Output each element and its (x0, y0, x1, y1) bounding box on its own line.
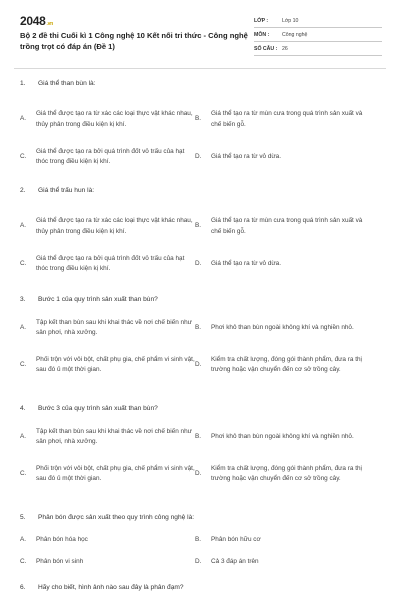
header-divider (14, 68, 386, 69)
option-letter: A. (20, 535, 27, 543)
option-text: Phối trộn với vôi bột, chất phụ gia, chế phẩm vi sinh vật, sau đó ủ một thời gian. (36, 355, 195, 373)
option-letter: B. (195, 323, 202, 331)
option-text: Cả 3 đáp án trên (211, 557, 259, 565)
exam-title: Bộ 2 đề thi Cuối kì 1 Công nghệ 10 Kết nối tri thức - Công nghệ trồng trọt có đáp án (Đề 1) (20, 31, 248, 51)
question-text: Bước 1 của quy trình sản xuất than bùn? (38, 296, 158, 303)
option-letter: C. (20, 152, 27, 160)
meta-value: 26 (282, 45, 288, 52)
option-b[interactable] (195, 535, 370, 546)
question-number: 2. (20, 187, 26, 194)
option-text: Phơi khô than bùn ngoài không khí và nghiền nhỏ. (211, 323, 354, 331)
option-d[interactable] (195, 355, 370, 376)
question-prompt (20, 187, 385, 199)
meta-label: SỐ CÂU : (254, 45, 278, 52)
option-c[interactable] (20, 557, 195, 568)
question-item (20, 514, 385, 584)
option-letter: A. (20, 115, 27, 123)
question-number: 1. (20, 80, 26, 87)
option-letter: D. (195, 557, 202, 565)
option-d[interactable] (195, 259, 370, 270)
option-row (20, 249, 385, 279)
option-text: Tập kết than bùn sau khi khai thác về nơi chế biến như sân phơi, nhà xưởng. (36, 318, 192, 336)
question-prompt (20, 80, 385, 92)
option-a[interactable] (20, 535, 195, 546)
option-letter: D. (195, 259, 202, 267)
question-text: Phân bón được sản xuất theo quy trình công nghệ là: (38, 514, 195, 521)
question-number: 4. (20, 405, 26, 412)
option-row (20, 533, 385, 547)
option-letter: D. (195, 469, 202, 477)
question-prompt (20, 584, 385, 596)
option-row (20, 313, 385, 343)
exam-meta (254, 14, 382, 56)
meta-value: Lớp 10 (282, 17, 299, 24)
option-letter: C. (20, 469, 27, 477)
option-a[interactable] (20, 318, 195, 339)
option-letter: A. (20, 222, 27, 230)
question-item (20, 187, 385, 296)
question-item (20, 405, 385, 514)
option-row (20, 208, 385, 245)
question-prompt (20, 514, 385, 526)
option-a[interactable] (20, 109, 195, 130)
option-b[interactable] (195, 323, 370, 334)
meta-label: MÔN : (254, 31, 270, 38)
option-text: Giá thể được tạo ra từ xác các loại thực vật khác nhau, thủy phân trong điều kiện kị khí. (36, 110, 193, 128)
meta-row-class (254, 14, 382, 28)
option-d[interactable] (195, 464, 370, 485)
option-letter: C. (20, 557, 27, 565)
option-text: Phơi khô than bùn ngoài không khí và nghiền nhỏ. (211, 432, 354, 440)
option-row (20, 455, 385, 493)
option-c[interactable] (20, 355, 195, 376)
option-c[interactable] (20, 464, 195, 485)
option-b[interactable] (195, 216, 370, 237)
question-text: Giá thể trấu hun là: (38, 187, 95, 194)
question-item (20, 584, 385, 598)
option-b[interactable] (195, 432, 370, 443)
meta-row-subject (254, 28, 382, 42)
option-text: Giá thể tạo ra từ vỏ dừa. (211, 259, 282, 267)
question-item (20, 80, 385, 187)
logo-text: 2048 (20, 14, 46, 28)
option-b[interactable] (195, 109, 370, 130)
option-d[interactable] (195, 557, 370, 568)
question-item (20, 296, 385, 405)
site-logo[interactable] (20, 14, 53, 28)
option-letter: D. (195, 360, 202, 368)
option-row (20, 142, 385, 172)
option-a[interactable] (20, 427, 195, 448)
option-letter: C. (20, 360, 27, 368)
option-text: Giá thể được tạo ra từ xác các loại thực vật khác nhau, thủy phân trong điều kiện kị khí. (36, 217, 193, 235)
option-text: Kiểm tra chất lượng, đóng gói thành phẩm, đưa ra thị trường hoặc vận chuyển đến cơ sở trồng cây. (211, 355, 362, 373)
option-letter: C. (20, 259, 27, 267)
option-c[interactable] (20, 254, 195, 275)
option-text: Giá thể được tạo ra bởi quá trình đốt vỏ trấu của hạt thóc trong điều kiện kị khí. (36, 147, 185, 165)
meta-row-count (254, 42, 382, 56)
option-letter: A. (20, 432, 27, 440)
option-text: Giá thể tạo ra từ vỏ dừa. (211, 152, 282, 160)
option-letter: B. (195, 222, 202, 230)
option-text: Phân bón hóa học (36, 535, 88, 543)
question-number: 3. (20, 296, 26, 303)
question-number: 5. (20, 514, 26, 521)
option-letter: B. (195, 115, 202, 123)
option-d[interactable] (195, 152, 370, 163)
question-text: Hãy cho biết, hình ảnh nào sau đây là phân đạm? (38, 584, 184, 591)
option-row (20, 555, 385, 569)
question-list (20, 80, 385, 598)
option-row (20, 422, 385, 452)
option-text: Phân bón hữu cơ (211, 535, 261, 543)
option-letter: B. (195, 432, 202, 440)
option-text: Giá thể tạo ra từ mùn cưa trong quá trình sản xuất và chế biến gỗ. (211, 110, 363, 128)
option-text: Kiểm tra chất lượng, đóng gói thành phẩm, đưa ra thị trường hoặc vận chuyển đến cơ sở trồng cây. (211, 464, 362, 482)
logo-tld: .vn (46, 21, 53, 27)
question-prompt (20, 296, 385, 308)
question-number: 6. (20, 584, 26, 591)
meta-value: Công nghệ (282, 31, 308, 38)
option-letter: A. (20, 323, 27, 331)
option-row (20, 101, 385, 138)
option-text: Giá thể được tạo ra bởi quá trình đốt vỏ trấu của hạt thóc trong điều kiện kị khí. (36, 254, 185, 272)
option-row (20, 346, 385, 384)
option-letter: D. (195, 152, 202, 160)
meta-label: LỚP : (254, 17, 269, 24)
option-text: Tập kết than bùn sau khi khai thác về nơi chế biến như sân phơi, nhà xưởng. (36, 427, 192, 445)
option-text: Phân bón vi sinh (36, 557, 84, 565)
option-letter: B. (195, 535, 202, 543)
option-text: Giá thể tạo ra từ mùn cưa trong quá trình sản xuất và chế biến gỗ. (211, 217, 363, 235)
question-text: Bước 3 của quy trình sản xuất than bùn? (38, 405, 158, 412)
question-text: Giá thể than bùn là: (38, 80, 96, 87)
question-prompt (20, 405, 385, 417)
option-c[interactable] (20, 147, 195, 168)
option-a[interactable] (20, 216, 195, 237)
option-text: Phối trộn với vôi bột, chất phụ gia, chế phẩm vi sinh vật, sau đó ủ một thời gian. (36, 464, 195, 482)
